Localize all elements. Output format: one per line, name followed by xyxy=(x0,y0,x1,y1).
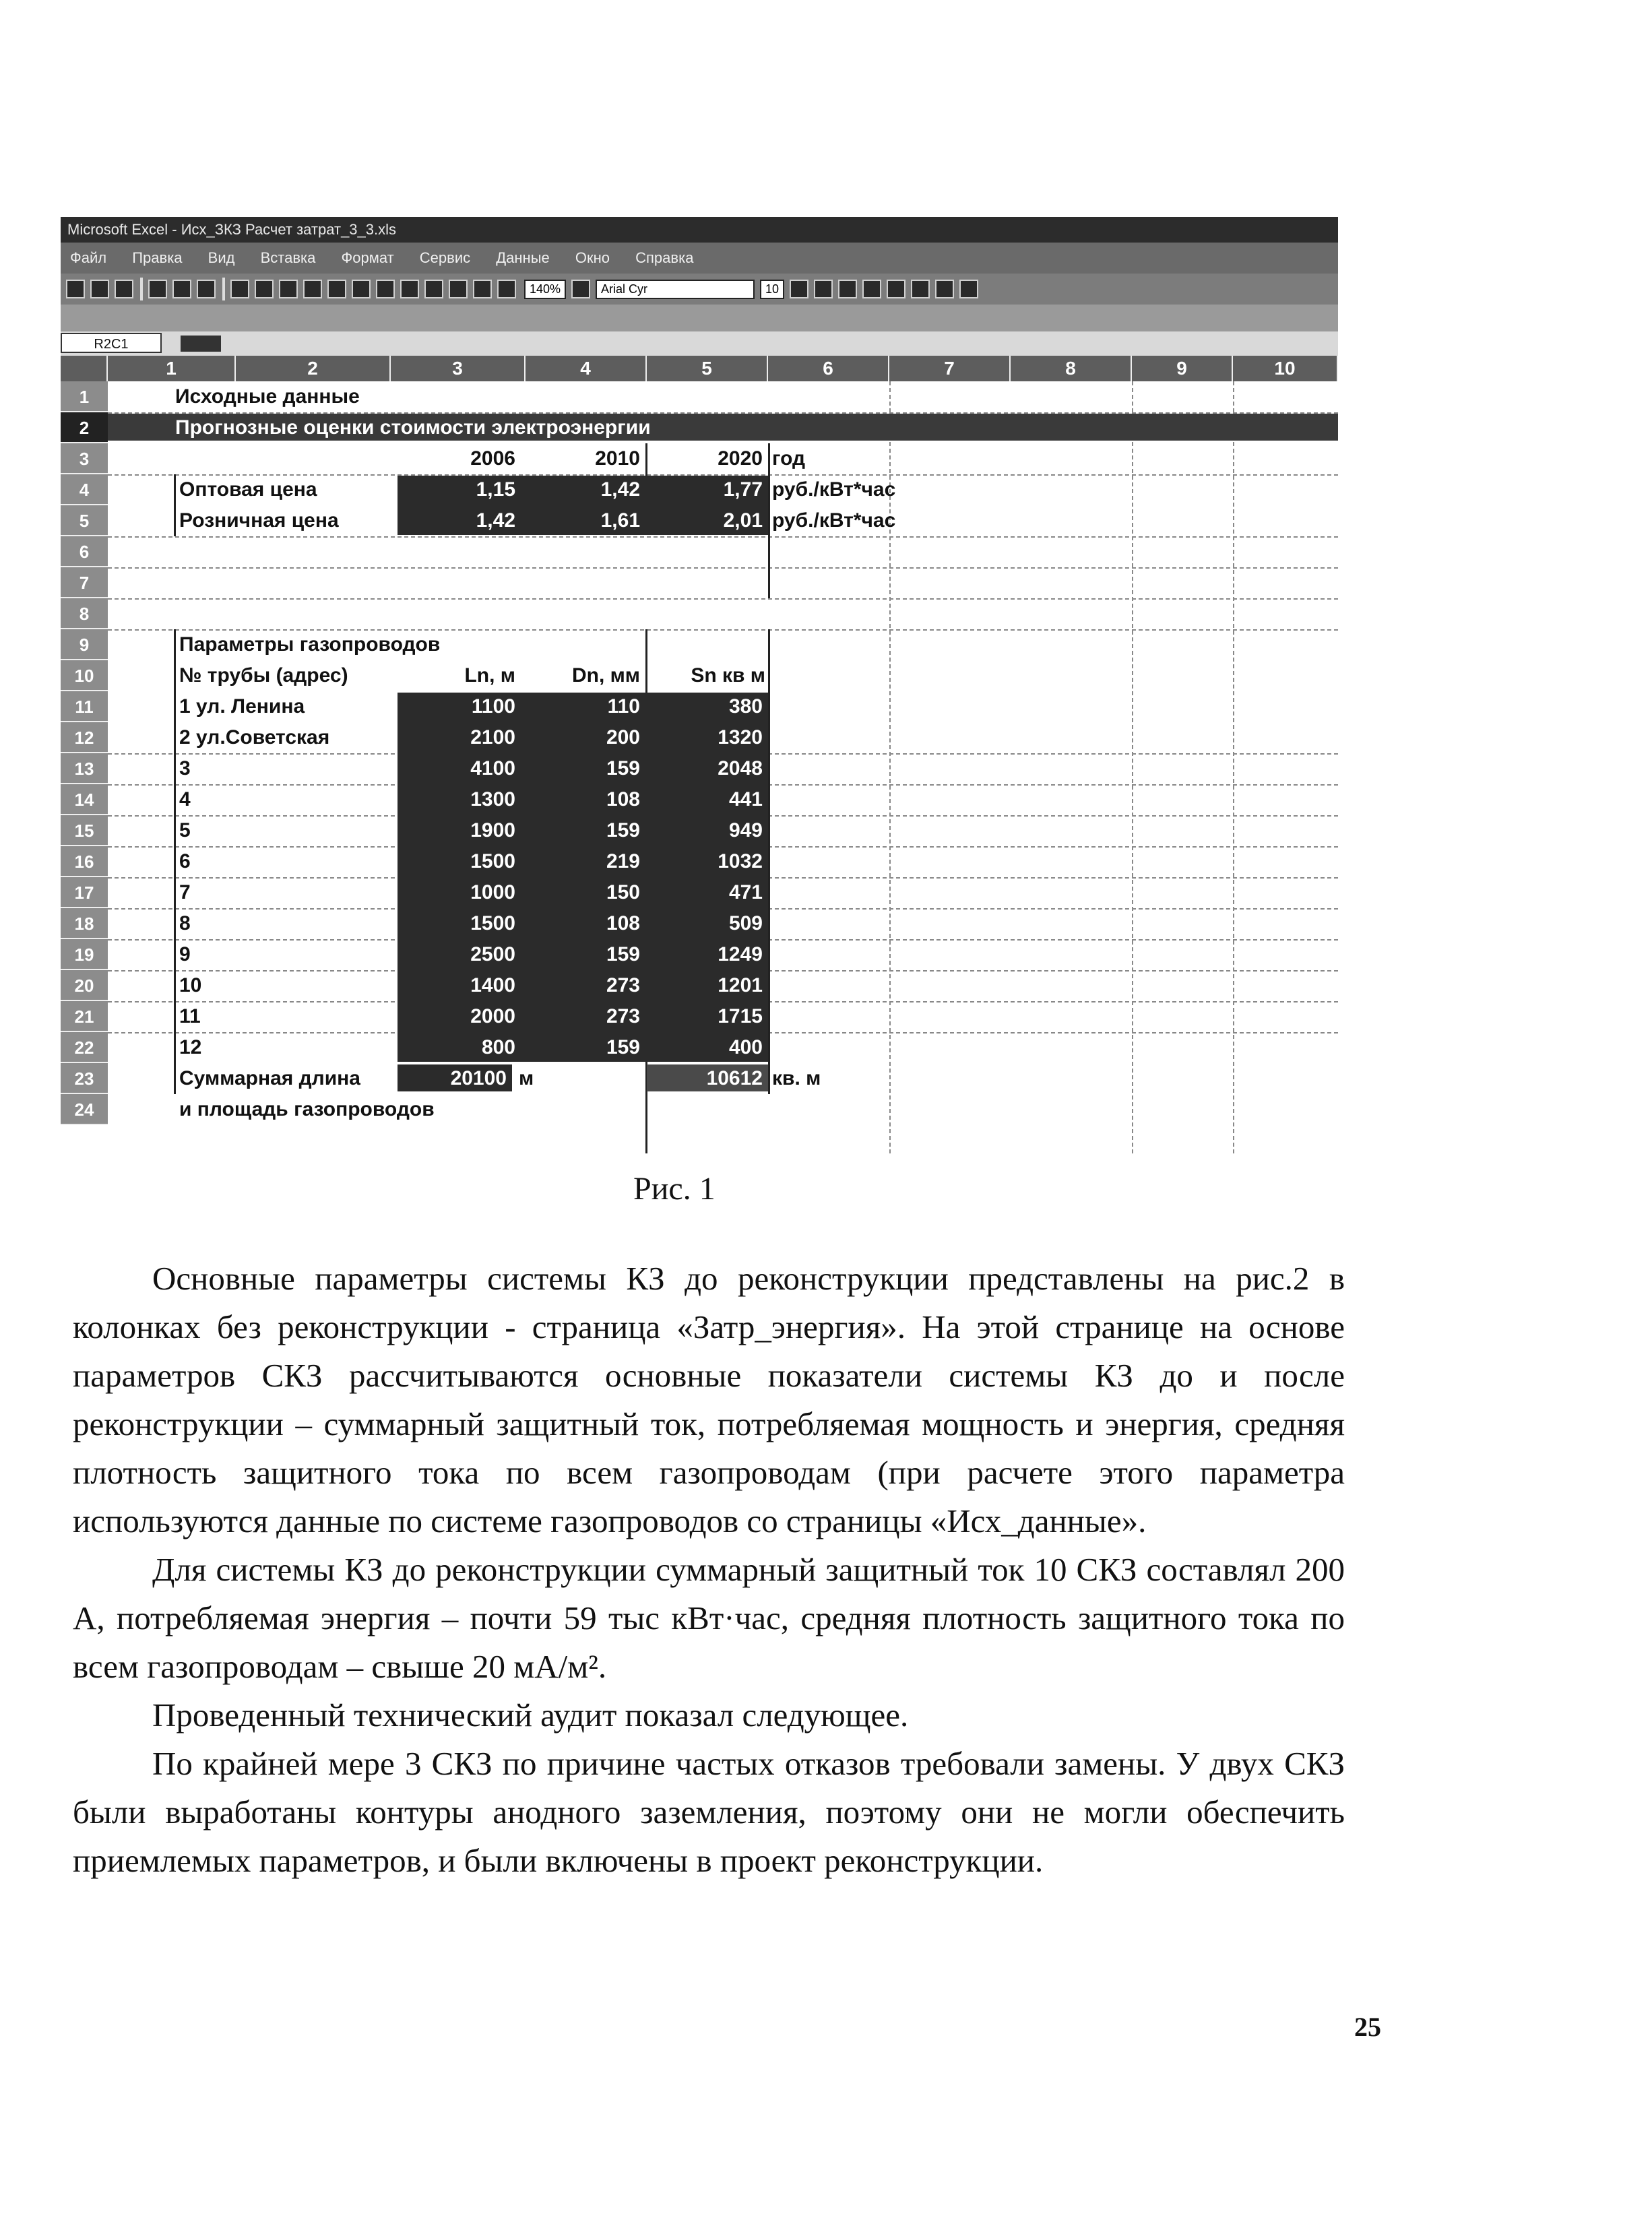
row-header[interactable]: 19 xyxy=(61,939,108,970)
table-border xyxy=(174,474,176,536)
pipe-sn: 1320 xyxy=(718,726,763,749)
pipe-name: 3 xyxy=(179,757,191,779)
pipe-sn: 380 xyxy=(728,695,763,718)
function-icon[interactable] xyxy=(376,280,395,298)
row-header[interactable]: 15 xyxy=(61,815,108,846)
grid-line xyxy=(1132,381,1133,1153)
standard-toolbar xyxy=(61,274,1338,305)
pipe-sn: 400 xyxy=(728,1036,763,1058)
pipe-section-title: Параметры газопроводов xyxy=(179,633,441,656)
pipe-ln: 4100 xyxy=(470,757,515,779)
retail-label: Розничная цена xyxy=(179,509,339,532)
row-header[interactable]: 20 xyxy=(61,970,108,1001)
merge-icon[interactable] xyxy=(935,280,954,298)
align-center-icon[interactable] xyxy=(887,280,906,298)
row-header[interactable]: 5 xyxy=(61,505,108,536)
total-length-unit: м xyxy=(519,1067,534,1089)
price-unit: руб./кВт*час xyxy=(772,478,896,501)
year-2006: 2006 xyxy=(470,447,515,470)
excel-screenshot xyxy=(61,217,1338,1153)
total-area-unit: кв. м xyxy=(772,1067,821,1089)
cut-icon[interactable] xyxy=(230,280,249,298)
pipe-dn: 150 xyxy=(606,881,640,903)
bold-icon[interactable] xyxy=(790,280,808,298)
pipe-name: 1 ул. Ленина xyxy=(179,695,305,718)
pipe-ln: 1900 xyxy=(470,819,515,841)
row-header[interactable]: 24 xyxy=(61,1094,108,1125)
table-border xyxy=(768,443,770,598)
row-header[interactable]: 18 xyxy=(61,908,108,939)
pipe-name: 10 xyxy=(179,974,202,996)
pipe-ln: 2500 xyxy=(470,943,515,965)
open-icon[interactable] xyxy=(90,280,109,298)
retail-2010: 1,61 xyxy=(600,509,640,532)
menu-view[interactable]: Вид xyxy=(208,249,235,266)
row-header[interactable]: 17 xyxy=(61,877,108,908)
row-header[interactable]: 3 xyxy=(61,443,108,474)
paragraph: По крайней мере 3 СКЗ по причине частых отказов требовали замены. У двух СКЗ были выработаны контуры анодного заземления, поэтому они не могли обеспечить приемлемых параметров, и были включены в проект реконструкции. xyxy=(73,1745,1345,1879)
borders-icon[interactable] xyxy=(959,280,978,298)
pipe-dn: 219 xyxy=(606,850,640,872)
pipe-ln: 1000 xyxy=(470,881,515,903)
col-header[interactable]: 5 xyxy=(647,356,768,381)
pipe-name: 2 ул.Советская xyxy=(179,726,330,749)
pipe-name: 4 xyxy=(179,788,191,810)
row-header[interactable]: 7 xyxy=(61,567,108,598)
pipe-name: 12 xyxy=(179,1036,202,1058)
row-header[interactable]: 8 xyxy=(61,598,108,629)
pipe-ln: 1300 xyxy=(470,788,515,810)
figure-caption: Рис. 1 xyxy=(633,1171,716,1207)
row-header[interactable]: 21 xyxy=(61,1001,108,1032)
row-header[interactable]: 10 xyxy=(61,660,108,691)
pipe-sn: 441 xyxy=(728,788,763,810)
col-header[interactable]: 8 xyxy=(1011,356,1132,381)
row-header[interactable]: 13 xyxy=(61,753,108,784)
pipe-name: 5 xyxy=(179,819,191,841)
pipe-sn: 2048 xyxy=(718,757,763,779)
pipe-name: 8 xyxy=(179,912,191,934)
pipe-ln: 2100 xyxy=(470,726,515,749)
align-right-icon[interactable] xyxy=(911,280,930,298)
table-border xyxy=(768,629,770,1094)
body-text xyxy=(73,1254,1345,1885)
row-header[interactable]: 23 xyxy=(61,1063,108,1094)
col-header[interactable]: 3 xyxy=(391,356,526,381)
paragraph: Основные параметры системы КЗ до реконструкции представлены на рис.2 в колонках без реконструкции - страница «Затр_энергия». На этой странице на основе параметров СКЗ рассчитываются основные показатели системы КЗ до и после реконструкции – суммарный защитный ток, потребляемая мощность и энергия, средняя плотность защитного тока по всем газопроводам (при расчете этого параметра используются данные по системе газопроводов со страницы «Исх_данные». xyxy=(73,1260,1345,1539)
pipe-dn: 108 xyxy=(606,912,640,934)
pipe-sn: 1032 xyxy=(718,850,763,872)
menu-insert[interactable]: Вставка xyxy=(260,249,316,266)
wholesale-label: Оптовая цена xyxy=(179,478,317,501)
row-header[interactable]: 1 xyxy=(61,381,108,412)
forecast-title: Прогнозные оценки стоимости электроэнергии xyxy=(175,416,651,439)
pipe-sn: 1249 xyxy=(718,943,763,965)
col-header[interactable]: 6 xyxy=(768,356,889,381)
pipe-sn: 471 xyxy=(728,881,763,903)
pipe-col-header: Sn кв м xyxy=(691,664,765,687)
pipe-dn: 108 xyxy=(606,788,640,810)
menu-window[interactable]: Окно xyxy=(575,249,610,266)
grid-line xyxy=(1233,381,1234,1153)
col-header[interactable]: 7 xyxy=(889,356,1011,381)
save-icon[interactable] xyxy=(115,280,133,298)
map-icon[interactable] xyxy=(473,280,492,298)
secondary-toolbar xyxy=(61,305,1338,331)
row-header[interactable]: 16 xyxy=(61,846,108,877)
print-icon[interactable] xyxy=(148,280,167,298)
pipe-dn: 273 xyxy=(606,974,640,996)
col-header[interactable]: 1 xyxy=(108,356,236,381)
preview-icon[interactable] xyxy=(172,280,191,298)
sort-asc-icon[interactable] xyxy=(400,280,419,298)
row-header[interactable]: 9 xyxy=(61,629,108,660)
pipe-sn: 1715 xyxy=(718,1005,763,1027)
row-header[interactable]: 14 xyxy=(61,784,108,815)
pipe-col-header: Ln, м xyxy=(464,664,515,687)
year-2020: 2020 xyxy=(718,447,763,470)
menu-edit[interactable]: Правка xyxy=(132,249,183,266)
pipe-sn: 949 xyxy=(728,819,763,841)
copy-icon[interactable] xyxy=(255,280,274,298)
paragraph: Для системы КЗ до реконструкции суммарный защитный ток 10 СКЗ составлял 200 А, потребляемая энергия – почти 59 тыс кВт·час, средняя плотность защитного тока по всем газопроводам – свыше 20 мА/м². xyxy=(73,1551,1345,1685)
underline-icon[interactable] xyxy=(838,280,857,298)
row-header[interactable]: 4 xyxy=(61,474,108,505)
font-select[interactable]: Arial Cyr xyxy=(596,280,755,299)
row-header[interactable]: 2 xyxy=(61,412,108,443)
window-title: Microsoft Excel - Исх_ЗКЗ Расчет затрат_3_3.xls xyxy=(61,217,1338,243)
wholesale-2010: 1,42 xyxy=(600,478,640,501)
sum-icon[interactable] xyxy=(352,280,371,298)
pipe-ln: 1100 xyxy=(471,695,515,718)
pipe-name: 9 xyxy=(179,943,191,965)
align-left-icon[interactable] xyxy=(862,280,881,298)
drawing-icon[interactable] xyxy=(497,280,516,298)
retail-2006: 1,42 xyxy=(476,509,515,532)
toolbar-separator xyxy=(222,278,225,300)
sort-desc-icon[interactable] xyxy=(424,280,443,298)
pipe-dn: 159 xyxy=(606,819,640,841)
pipe-dn: 273 xyxy=(606,1005,640,1027)
help-icon[interactable] xyxy=(571,280,590,298)
pipe-col-header: Dn, мм xyxy=(571,664,640,687)
pipe-sn: 509 xyxy=(728,912,763,934)
price-unit: руб./кВт*час xyxy=(772,509,896,532)
pipe-dn: 200 xyxy=(606,726,640,749)
menu-tools[interactable]: Сервис xyxy=(419,249,471,266)
row-header[interactable]: 11 xyxy=(61,691,108,722)
pipe-sn: 1201 xyxy=(718,974,763,996)
menu-data[interactable]: Данные xyxy=(496,249,550,266)
menu-bar xyxy=(61,243,1338,274)
pipe-ln: 1500 xyxy=(470,912,515,934)
menu-file[interactable]: Файл xyxy=(70,249,107,266)
col-header[interactable]: 10 xyxy=(1233,356,1338,381)
row-header[interactable]: 6 xyxy=(61,536,108,567)
pipe-col-header: № трубы (адрес) xyxy=(179,664,348,687)
grid-line xyxy=(108,629,1338,631)
menu-format[interactable]: Формат xyxy=(341,249,394,266)
row-header[interactable]: 22 xyxy=(61,1032,108,1063)
row-header[interactable]: 12 xyxy=(61,722,108,753)
pipe-dn: 159 xyxy=(606,943,640,965)
name-box[interactable]: R2C1 xyxy=(61,333,162,353)
total-label-2: и площадь газопроводов xyxy=(179,1098,435,1120)
spreadsheet-grid[interactable] xyxy=(61,356,1338,1153)
pipe-name: 7 xyxy=(179,881,191,903)
grid-line xyxy=(108,536,1338,538)
paste-icon[interactable] xyxy=(279,280,298,298)
toolbar-separator xyxy=(140,278,143,300)
year-unit: год xyxy=(772,447,806,470)
pipe-name: 6 xyxy=(179,850,191,872)
select-all-corner[interactable] xyxy=(61,356,108,381)
spell-icon[interactable] xyxy=(197,280,216,298)
col-header[interactable]: 4 xyxy=(526,356,647,381)
sheet-title: Исходные данные xyxy=(175,385,360,408)
new-icon[interactable] xyxy=(66,280,85,298)
zoom-select[interactable]: 140% xyxy=(524,280,566,299)
formula-edit-icon[interactable] xyxy=(181,336,221,352)
pipe-name: 11 xyxy=(179,1005,201,1027)
pipe-ln: 1500 xyxy=(470,850,515,872)
pipe-ln: 2000 xyxy=(470,1005,515,1027)
year-2010: 2010 xyxy=(595,447,640,470)
undo-icon[interactable] xyxy=(303,280,322,298)
font-size-select[interactable]: 10 xyxy=(760,280,784,299)
table-border xyxy=(174,629,176,1094)
total-area: 10612 xyxy=(706,1067,763,1089)
paragraph: Проведенный технический аудит показал следующее. xyxy=(152,1696,909,1733)
redo-icon[interactable] xyxy=(327,280,346,298)
total-label: Суммарная длина xyxy=(179,1067,360,1089)
pipe-ln: 1400 xyxy=(470,974,515,996)
pipe-dn: 159 xyxy=(606,1036,640,1058)
menu-help[interactable]: Справка xyxy=(635,249,694,266)
pipe-dn: 110 xyxy=(607,695,640,718)
retail-2020: 2,01 xyxy=(723,509,763,532)
wholesale-2006: 1,15 xyxy=(476,478,515,501)
grid-line xyxy=(108,598,1338,600)
total-length: 20100 xyxy=(450,1067,507,1089)
page-number: 25 xyxy=(1354,2012,1381,2042)
col-header[interactable]: 9 xyxy=(1132,356,1233,381)
pipe-dn: 159 xyxy=(606,757,640,779)
wholesale-2020: 1,77 xyxy=(723,478,763,501)
pipe-ln: 800 xyxy=(481,1036,515,1058)
italic-icon[interactable] xyxy=(814,280,833,298)
grid-line xyxy=(108,567,1338,569)
formula-bar xyxy=(61,331,1338,357)
col-header[interactable]: 2 xyxy=(236,356,391,381)
chart-icon[interactable] xyxy=(449,280,468,298)
